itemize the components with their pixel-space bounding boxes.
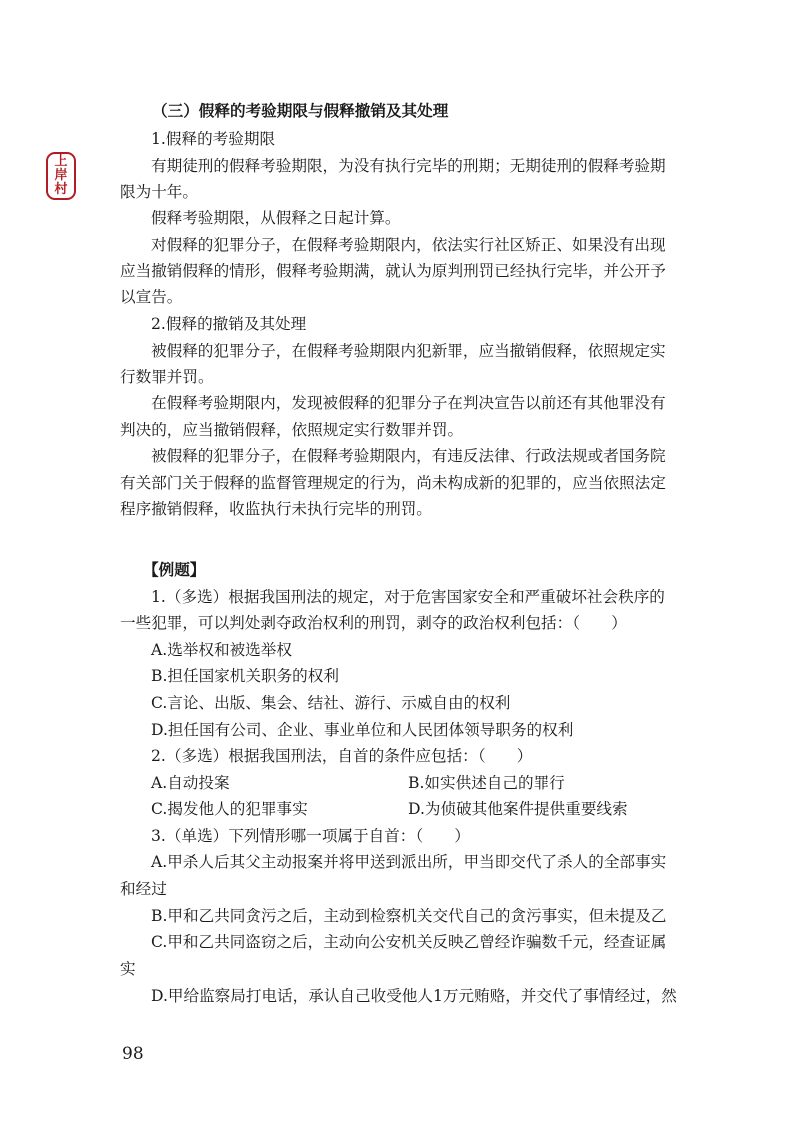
question-1-option-d: D.担任国有公司、企业、事业单位和人民团体领导职务的权利: [151, 721, 574, 739]
question-3-option-a: A.甲杀人后其父主动报案并将甲送到派出所，甲当即交代了杀人的全部事实: [151, 853, 667, 871]
subheading-parole-revocation: 2.假释的撤销及其处理: [151, 315, 307, 333]
seal-char: 上: [54, 154, 68, 169]
question-1-option-a: A.选举权和被选举权: [151, 641, 292, 659]
paragraph-line: 在假释考验期限内，发现被假释的犯罪分子在判决宣告以前还有其他罪没有: [151, 394, 666, 412]
subheading-parole-probation: 1.假释的考验期限: [151, 130, 276, 148]
question-3-option-a-cont: 和经过: [120, 880, 167, 898]
paragraph-line: 应当撤销假释的情形，假释考验期满，就认为原判刑罚已经执行完毕，并公开予: [120, 262, 666, 280]
section-title: （三）假释的考验期限与假释撤销及其处理: [152, 102, 449, 120]
paragraph-line: 以宣告。: [120, 288, 183, 306]
question-1-option-b: B.担任国家机关职务的权利: [151, 667, 339, 685]
paragraph-line: 有关部门关于假释的监督管理规定的行为，尚未构成新的犯罪的，应当依照法定: [120, 474, 666, 492]
question-3-stem: 3.（单选）下列情形哪一项属于自首：（ ）: [151, 827, 470, 845]
question-1-stem: 1.（多选）根据我国刑法的规定，对于危害国家安全和严重破坏社会秩序的: [151, 588, 665, 606]
paragraph-line: 被假释的犯罪分子，在假释考验期限内犯新罪，应当撤销假释，依照规定实: [151, 342, 666, 360]
paragraph-line: 程序撤销假释，收监执行未执行完毕的刑罚。: [120, 500, 432, 518]
paragraph-line: 判决的，应当撤销假释，依照规定实行数罪并罚。: [120, 421, 464, 439]
question-3-option-c-cont: 实: [120, 960, 136, 978]
question-3-option-d: D.甲给监察局打电话，承认自己收受他人1万元贿赂，并交代了事情经过，然: [151, 987, 677, 1005]
seal-char: 岸: [54, 168, 68, 183]
examples-heading: 【例题】: [143, 561, 206, 579]
publisher-seal-logo: [46, 152, 76, 200]
paragraph-line: 有期徒刑的假释考验期限，为没有执行完毕的刑期；无期徒刑的假释考验期: [151, 157, 666, 175]
question-3-option-c: C.甲和乙共同盗窃之后，主动向公安机关反映乙曾经诈骗数千元，经查证属: [151, 933, 667, 951]
question-2-option-a: A.自动投案: [151, 774, 230, 792]
question-2-stem: 2.（多选）根据我国刑法，自首的条件应包括：（ ）: [151, 747, 533, 765]
question-2-option-c: C.揭发他人的犯罪事实: [151, 800, 308, 818]
question-1-stem: 一些犯罪，可以判处剥夺政治权利的刑罚，剥夺的政治权利包括：（ ）: [120, 614, 627, 632]
paragraph-line: 假释考验期限，从假释之日起计算。: [151, 209, 401, 227]
question-1-option-c: C.言论、出版、集会、结社、游行、示威自由的权利: [151, 694, 511, 712]
seal-char: 村: [54, 182, 68, 197]
paragraph-line: 限为十年。: [120, 183, 198, 201]
paragraph-line: 被假释的犯罪分子，在假释考验期限内，有违反法律、行政法规或者国务院: [151, 447, 666, 465]
question-3-option-b: B.甲和乙共同贪污之后，主动到检察机关交代自己的贪污事实，但未提及乙: [151, 907, 667, 925]
page-number: 98: [122, 1044, 144, 1064]
question-2-option-d: D.为侦破其他案件提供重要线索: [408, 800, 628, 818]
question-2-option-b: B.如实供述自己的罪行: [408, 774, 565, 792]
paragraph-line: 行数罪并罚。: [120, 368, 214, 386]
paragraph-line: 对假释的犯罪分子，在假释考验期限内，依法实行社区矫正、如果没有出现: [151, 236, 666, 254]
